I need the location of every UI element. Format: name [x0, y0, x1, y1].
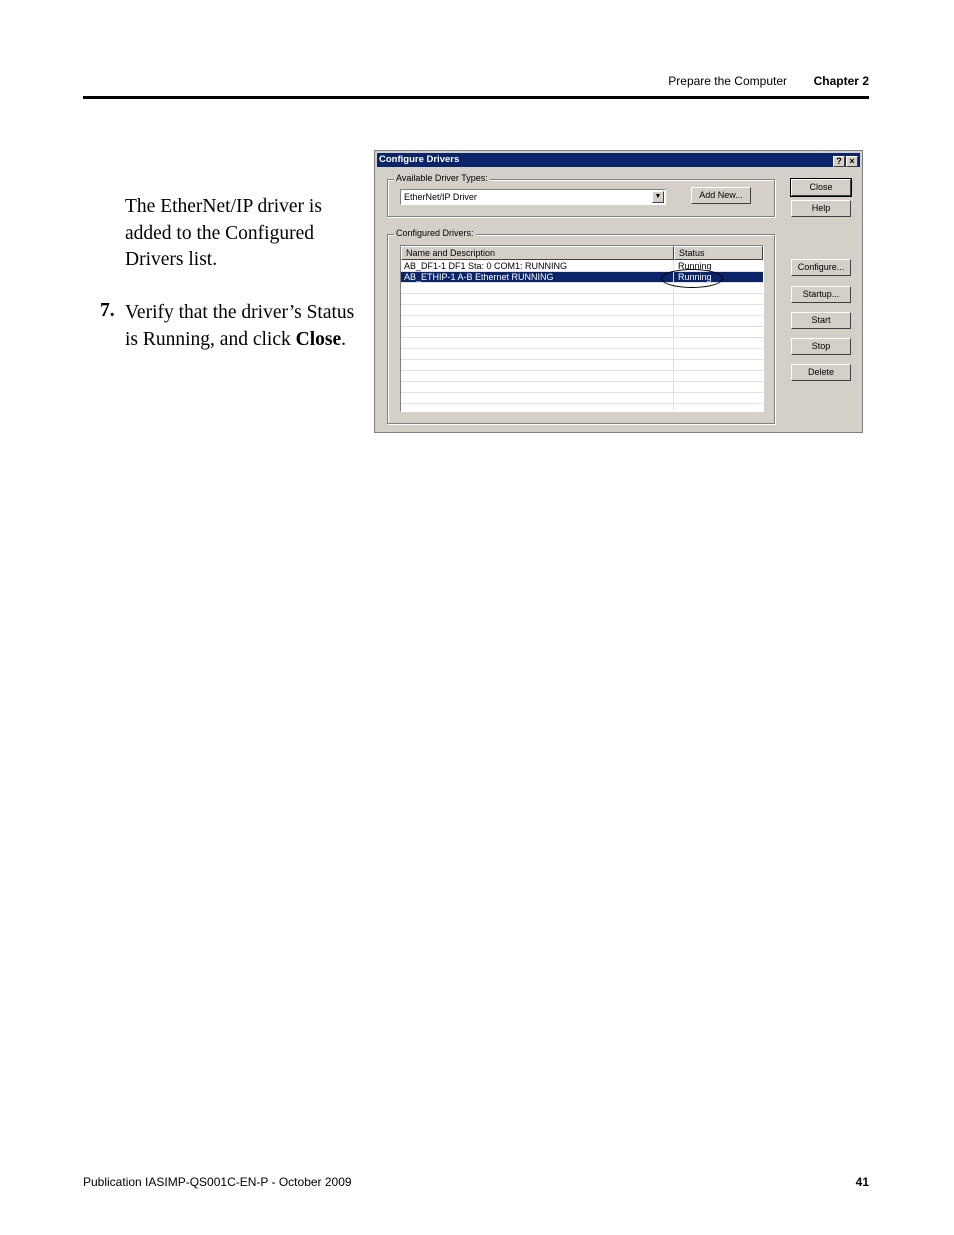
available-driver-types-label: Available Driver Types: [396, 173, 488, 183]
list-item [401, 393, 763, 404]
row-name: AB_DF1-1 DF1 Sta: 0 COM1: RUNNING [404, 261, 568, 271]
column-header-name[interactable]: Name and Description [401, 246, 674, 260]
start-button[interactable]: Start [791, 312, 851, 329]
delete-button[interactable]: Delete [791, 364, 851, 381]
list-item [401, 360, 763, 371]
driver-type-select[interactable] [400, 189, 666, 205]
row-status: Running [678, 272, 712, 282]
step-text-post: . [341, 328, 346, 350]
list-item [401, 382, 763, 393]
list-item [401, 316, 763, 327]
page-number: 41 [855, 1175, 869, 1189]
close-button[interactable]: Close [791, 179, 851, 196]
step-text-pre: Verify that the driver’s Status is Running, and click [125, 302, 355, 350]
list-item [401, 327, 763, 338]
stop-button[interactable]: Stop [791, 338, 851, 355]
configure-drivers-dialog [374, 150, 863, 433]
add-new-button[interactable]: Add New... [691, 187, 751, 204]
column-header-status[interactable]: Status [674, 246, 763, 260]
row-name: AB_ETHIP-1 A-B Ethernet RUNNING [404, 272, 554, 282]
list-item [401, 349, 763, 360]
publication-id: Publication IASIMP-QS001C-EN-P - October 2009 [83, 1175, 352, 1189]
header-rule [83, 96, 869, 99]
list-item [401, 305, 763, 316]
step-text-bold: Close [295, 328, 342, 350]
help-icon[interactable]: ? [833, 156, 845, 167]
configured-drivers-label: Configured Drivers: [396, 228, 474, 238]
dialog-titlebar [377, 153, 860, 167]
list-item [401, 338, 763, 349]
header-chapter: Chapter 2 [813, 74, 869, 88]
step-number: 7. [100, 300, 115, 321]
chevron-down-icon[interactable]: ▼ [652, 191, 664, 203]
help-button[interactable]: Help [791, 200, 851, 217]
paragraph-driver-added: The EtherNet/IP driver is added to the Configured Drivers list. [125, 196, 322, 270]
startup-button[interactable]: Startup... [791, 286, 851, 303]
driver-type-value: EtherNet/IP Driver [404, 192, 477, 202]
header-section-title: Prepare the Computer [668, 74, 787, 88]
dialog-title: Configure Drivers [379, 154, 460, 165]
list-item [401, 371, 763, 382]
list-item [401, 294, 763, 305]
row-status: Running [678, 261, 712, 271]
configure-button[interactable]: Configure... [791, 259, 851, 276]
status-highlight-oval [661, 269, 723, 288]
page-header [83, 74, 869, 90]
close-icon[interactable]: × [846, 156, 858, 167]
step-text [125, 300, 365, 353]
